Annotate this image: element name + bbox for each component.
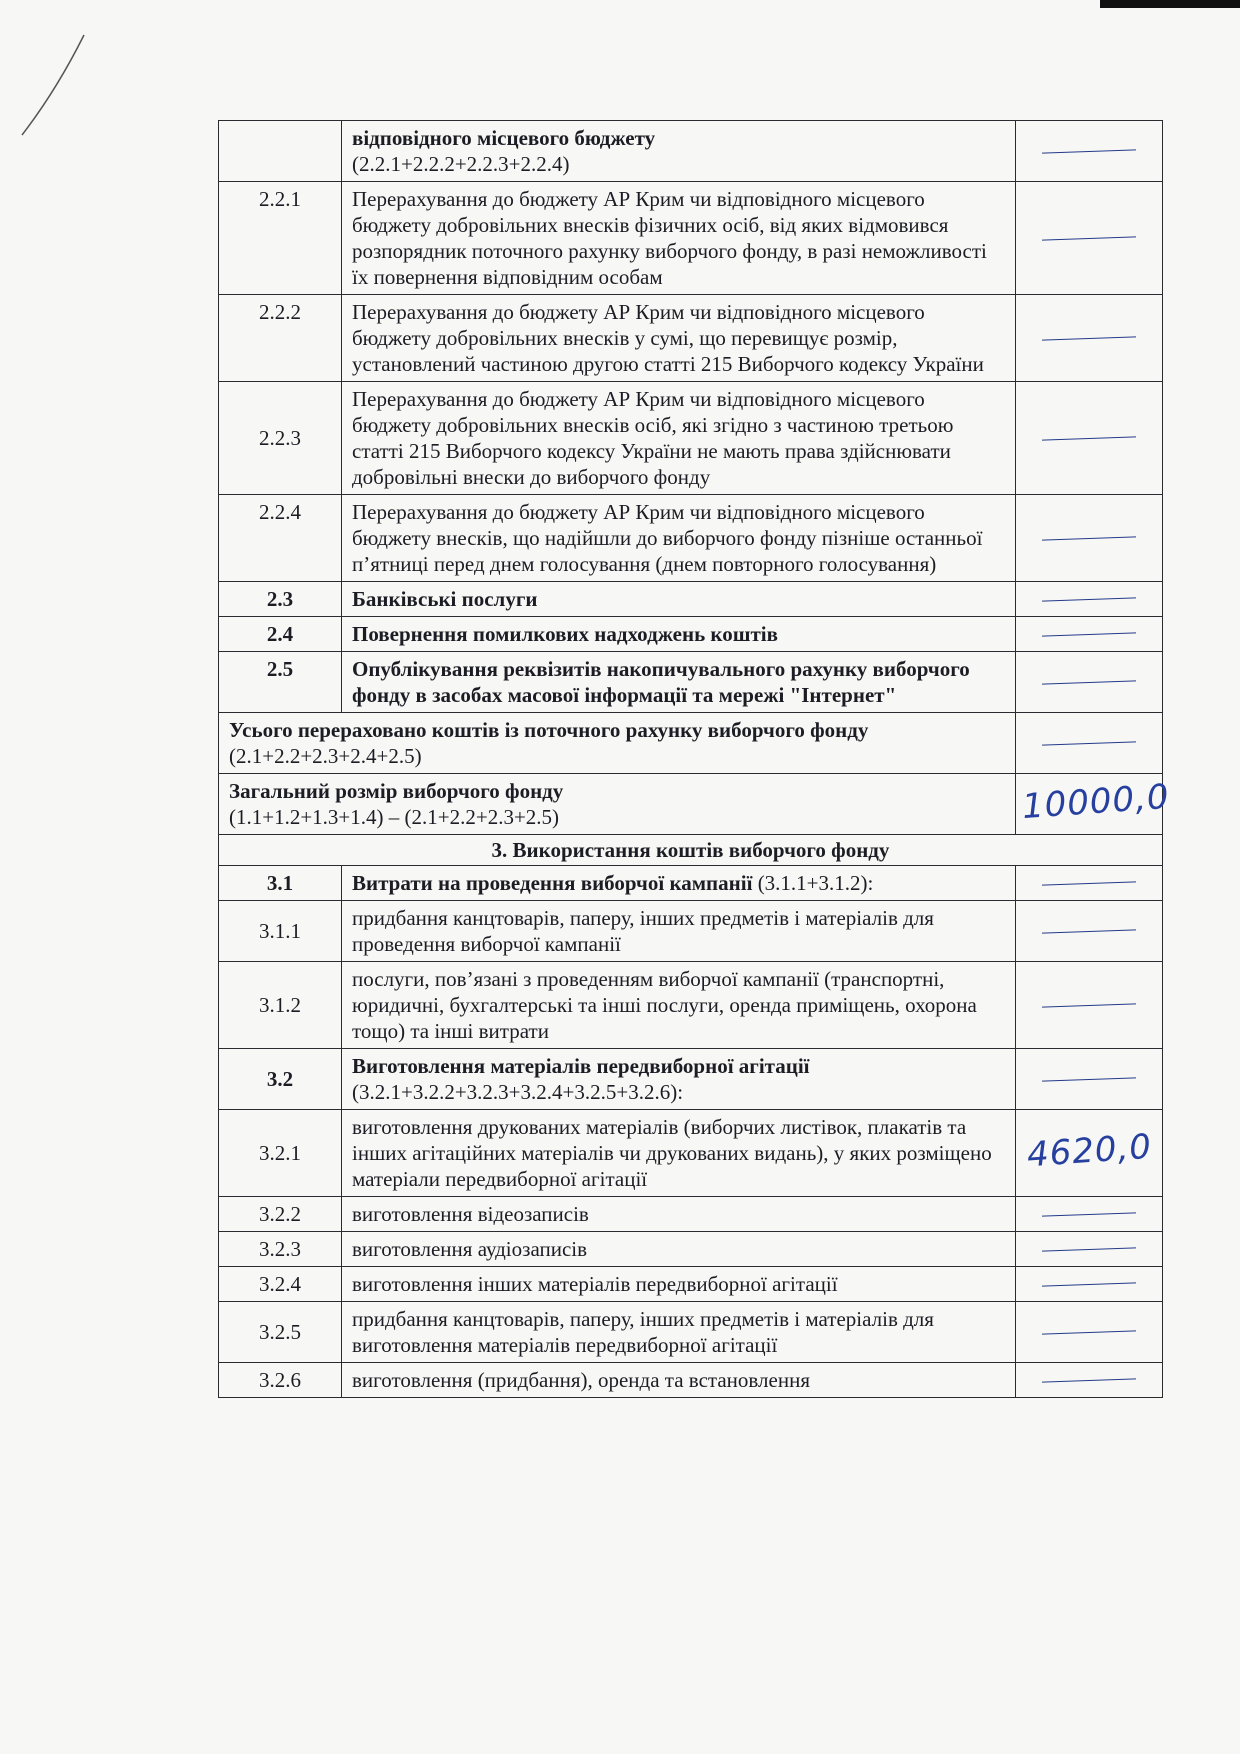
row-title: Виготовлення матеріалів передвиборної агітації [352, 1054, 810, 1078]
scan-edge-mark [1100, 0, 1240, 8]
row-description: Перерахування до бюджету АР Крим чи відповідного місцевого бюджету добровільних внесків осіб, які згідно з частиною третьою статті 215 Виборчого кодексу України не мають права здійснювати добровільні внески до виборчого фонду [342, 382, 1016, 495]
row-description: придбання канцтоварів, паперу, інших предметів і матеріалів для проведення виборчої кампанії [342, 901, 1016, 962]
row-description: виготовлення інших матеріалів передвиборної агітації [342, 1267, 1016, 1302]
row-value [1016, 901, 1163, 962]
dash-mark [1042, 536, 1136, 540]
row-value [1016, 1302, 1163, 1363]
row-formula: (3.2.1+3.2.2+3.2.3+3.2.4+3.2.5+3.2.6): [352, 1080, 684, 1104]
row-description [219, 713, 1016, 774]
row-value [1016, 1363, 1163, 1398]
dash-mark [1042, 680, 1136, 684]
row-value [1016, 121, 1163, 182]
row-title: Усього перераховано коштів із поточного рахунку виборчого фонду [229, 718, 869, 742]
row-number: 2.2.3 [219, 382, 342, 495]
dash-mark [1042, 632, 1136, 636]
dash-mark [1042, 436, 1136, 440]
row-value [1016, 182, 1163, 295]
row-number: 3.2.1 [219, 1110, 342, 1197]
dash-mark [1042, 236, 1136, 240]
total-transferred-row [219, 713, 1163, 774]
row-description: придбання канцтоварів, паперу, інших предметів і матеріалів для виготовлення матеріалів передвиборної агітації [342, 1302, 1016, 1363]
row-value [1016, 774, 1171, 835]
row-number: 3.2.3 [219, 1232, 342, 1267]
row-formula: (1.1+1.2+1.3+1.4) – (2.1+2.2+2.3+2.5) [229, 805, 560, 829]
row-value [1016, 1049, 1163, 1110]
dash-mark [1042, 1282, 1136, 1286]
row-description: послуги, пов’язані з проведенням виборчої кампанії (транспортні, юридичні, бухгалтерські та інші послуги, оренда приміщень, охорона тощо) та інші витрати [342, 962, 1016, 1049]
row-description: виготовлення друкованих матеріалів (виборчих листівок, плакатів та інших агітаційних матеріалів чи друкованих видань), у яких розміщено матеріали передвиборної агітації [342, 1110, 1016, 1197]
dash-mark [1042, 1003, 1136, 1007]
table-row [219, 1049, 1163, 1110]
row-number: 3.1 [219, 866, 342, 901]
table-row [219, 295, 1163, 382]
row-description [219, 774, 1016, 835]
row-number: 2.4 [219, 617, 342, 652]
row-value [1016, 582, 1163, 617]
dash-mark [1042, 881, 1136, 885]
table-row [219, 1267, 1163, 1302]
row-number [219, 121, 342, 182]
row-description [342, 121, 1016, 182]
row-value [1016, 295, 1163, 382]
row-number: 3.2 [219, 1049, 342, 1110]
row-number: 3.1.2 [219, 962, 342, 1049]
row-number: 2.2.4 [219, 495, 342, 582]
row-number: 3.2.6 [219, 1363, 342, 1398]
row-number: 3.1.1 [219, 901, 342, 962]
row-formula: (3.1.1+3.1.2): [752, 871, 874, 895]
row-value [1016, 1232, 1163, 1267]
table-row [219, 1110, 1163, 1197]
dash-mark [1042, 1247, 1136, 1251]
row-description: Повернення помилкових надходжень коштів [342, 617, 1016, 652]
dash-mark [1042, 1378, 1136, 1382]
row-description: Опублікування реквізитів накопичувального рахунку виборчого фонду в засобах масової інформації та мережі "Інтернет" [342, 652, 1016, 713]
row-number: 2.2.2 [219, 295, 342, 382]
row-number: 2.2.1 [219, 182, 342, 295]
row-number: 2.3 [219, 582, 342, 617]
row-description: виготовлення відеозаписів [342, 1197, 1016, 1232]
row-title: Витрати на проведення виборчої кампанії [352, 871, 753, 895]
row-description: Банківські послуги [342, 582, 1016, 617]
row-description [342, 866, 1016, 901]
row-value [1016, 617, 1163, 652]
row-formula: (2.1+2.2+2.3+2.4+2.5) [229, 744, 422, 768]
row-number: 3.2.4 [219, 1267, 342, 1302]
row-description [342, 1049, 1016, 1110]
row-value [1016, 1267, 1163, 1302]
row-number: 3.2.2 [219, 1197, 342, 1232]
section-title: 3. Використання коштів виборчого фонду [219, 835, 1163, 866]
dash-mark [1042, 1330, 1136, 1334]
fund-total-row [219, 774, 1163, 835]
row-number: 3.2.5 [219, 1302, 342, 1363]
handwritten-value: 4620,0 [1025, 1126, 1153, 1176]
table-row [219, 962, 1163, 1049]
row-description: Перерахування до бюджету АР Крим чи відповідного місцевого бюджету добровільних внесків у сумі, що перевищує розмір, установлений частиною другою статті 215 Виборчого кодексу України [342, 295, 1016, 382]
handwritten-value: 10000,0 [1020, 776, 1171, 828]
election-fund-report-table [218, 120, 1171, 1398]
dash-mark [1042, 149, 1136, 153]
table-row [219, 866, 1163, 901]
table-row [219, 901, 1163, 962]
row-title: Загальний розмір виборчого фонду [229, 779, 564, 803]
table-row [219, 182, 1163, 295]
table-row [219, 382, 1163, 495]
table-row [219, 1197, 1163, 1232]
row-value [1016, 866, 1163, 901]
table-row [219, 582, 1163, 617]
row-value [1016, 713, 1163, 774]
dash-mark [1042, 1212, 1136, 1216]
table-row [219, 121, 1163, 182]
table-row [219, 495, 1163, 582]
row-description: Перерахування до бюджету АР Крим чи відповідного місцевого бюджету добровільних внесків фізичних осіб, від яких відмовився розпорядник поточного рахунку виборчого фонду, в разі неможливості їх повернення відповідним особам [342, 182, 1016, 295]
section-header-row [219, 835, 1163, 866]
row-value [1016, 495, 1163, 582]
row-description: виготовлення аудіозаписів [342, 1232, 1016, 1267]
table-row [219, 1363, 1163, 1398]
row-formula: (2.2.1+2.2.2+2.2.3+2.2.4) [352, 152, 570, 176]
dash-mark [1042, 1077, 1136, 1081]
table-row [219, 1302, 1163, 1363]
dash-mark [1042, 336, 1136, 340]
row-description: Перерахування до бюджету АР Крим чи відповідного місцевого бюджету внесків, що надійшли до виборчого фонду пізніше останньої п’ятниці перед днем голосування (днем повторного голосування) [342, 495, 1016, 582]
row-value [1016, 1110, 1163, 1197]
row-description: виготовлення (придбання), оренда та встановлення [342, 1363, 1016, 1398]
table-row [219, 1232, 1163, 1267]
row-value [1016, 652, 1163, 713]
row-title: відповідного місцевого бюджету [352, 126, 656, 150]
row-value [1016, 1197, 1163, 1232]
row-value [1016, 382, 1163, 495]
row-number: 2.5 [219, 652, 342, 713]
table-row [219, 617, 1163, 652]
dash-mark [1042, 741, 1136, 745]
row-value [1016, 962, 1163, 1049]
pen-stroke-mark [14, 30, 104, 140]
table-row [219, 652, 1163, 713]
transfers-section [219, 121, 1171, 1398]
dash-mark [1042, 597, 1136, 601]
dash-mark [1042, 929, 1136, 933]
